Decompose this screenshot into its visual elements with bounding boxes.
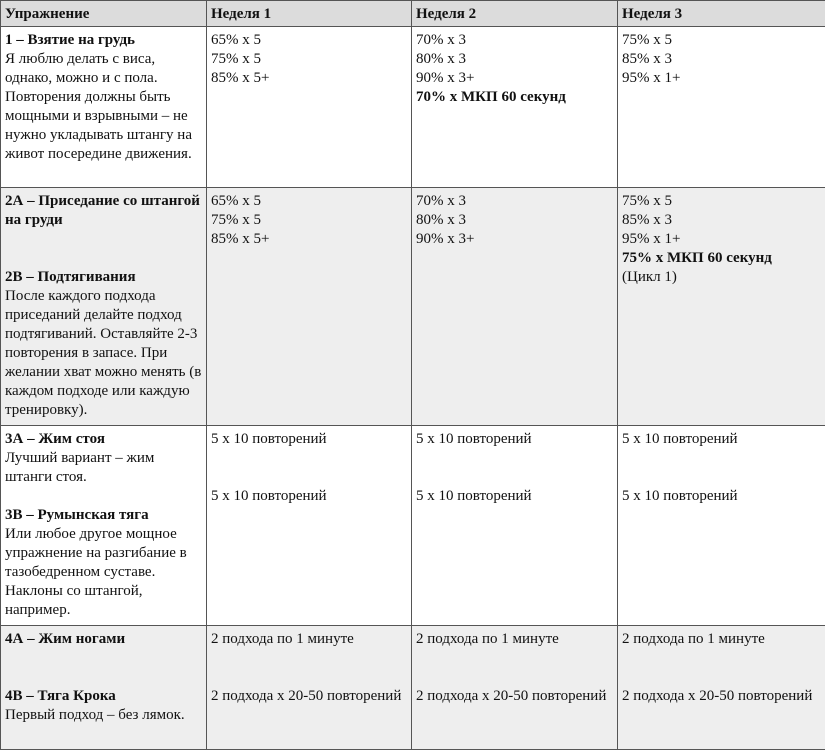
exercise-cell	[1, 626, 207, 750]
week1-cell	[207, 27, 412, 188]
exercise-description: Или любое другое мощное упражнение на разгибание в тазобедренном суставе. Наклоны со штангой, например.	[5, 526, 187, 618]
exercise-cell	[1, 27, 207, 188]
set-line: 85% x 3	[622, 212, 672, 228]
set-line: 5 х 10 повторений	[622, 488, 738, 504]
set-line: 5 х 10 повторений	[416, 488, 532, 504]
set-line: 5 х 10 повторений	[211, 488, 327, 504]
exercise-cell	[1, 426, 207, 626]
exercise-title: 4В – Тяга Крока	[5, 688, 116, 704]
spacer	[416, 449, 613, 487]
spacer	[5, 487, 202, 506]
week3-cell	[618, 188, 825, 426]
set-line: 95% x 1+	[622, 231, 681, 247]
header-exercise: Упражнение	[1, 1, 207, 27]
set-line: 5 х 10 повторений	[211, 431, 327, 447]
spacer	[5, 649, 202, 687]
exercise-title: 3А – Жим стоя	[5, 431, 105, 447]
exercise-title: 4А – Жим ногами	[5, 631, 126, 647]
set-line: 2 подхода по 1 минуте	[211, 631, 354, 647]
week1-cell	[207, 188, 412, 426]
set-line: 80% x 3	[416, 51, 466, 67]
set-line: 95% x 1+	[622, 70, 681, 86]
exercise-cell	[1, 188, 207, 426]
week2-cell	[412, 188, 618, 426]
exercise-title: 1 – Взятие на грудь	[5, 32, 135, 48]
spacer	[211, 449, 407, 487]
set-line: 2 подхода х 20-50 повторений	[622, 688, 813, 704]
week2-cell	[412, 27, 618, 188]
week3-cell	[618, 27, 825, 188]
week2-cell	[412, 426, 618, 626]
exercise-title: 2А – Приседание со штангой на груди	[5, 193, 200, 228]
spacer	[5, 230, 202, 268]
header-week-3: Неделя 3	[618, 1, 825, 27]
set-line: 85% x 5+	[211, 231, 270, 247]
exercise-description: После каждого подхода приседаний делайте подход подтягиваний. Оставляйте 2-3 повторения в запасе. При желании хват можно менять (в каждом подходе или каждую тренировку).	[5, 288, 202, 418]
exercise-description: Я люблю делать с виса, однако, можно и с пола. Повторения должны быть мощными и взрывными – не нужно укладывать штангу на живот посередине движения.	[5, 51, 192, 162]
spacer	[622, 649, 821, 687]
max-reps-line: 70% x МКП 60 секунд	[416, 89, 566, 105]
set-line: 75% x 5	[211, 51, 261, 67]
header-week-1: Неделя 1	[207, 1, 412, 27]
set-line: 70% x 3	[416, 32, 466, 48]
set-line: 85% x 5+	[211, 70, 270, 86]
set-line: 80% x 3	[416, 212, 466, 228]
week2-cell	[412, 626, 618, 750]
set-line: 75% x 5	[622, 32, 672, 48]
exercise-title: 3В – Румынская тяга	[5, 507, 149, 523]
cycle-note: (Цикл 1)	[622, 269, 677, 285]
set-line: 5 х 10 повторений	[416, 431, 532, 447]
set-line: 2 подхода х 20-50 повторений	[211, 688, 402, 704]
exercise-title: 2В – Подтягивания	[5, 269, 136, 285]
table-row	[1, 188, 825, 426]
set-line: 75% x 5	[622, 193, 672, 209]
set-line: 65% x 5	[211, 193, 261, 209]
spacer	[622, 449, 821, 487]
set-line: 65% x 5	[211, 32, 261, 48]
set-line: 2 подхода х 20-50 повторений	[416, 688, 607, 704]
table-row	[1, 626, 825, 750]
week3-cell	[618, 426, 825, 626]
spacer	[416, 649, 613, 687]
table-row	[1, 27, 825, 188]
table-row	[1, 426, 825, 626]
week1-cell	[207, 626, 412, 750]
set-line: 2 подхода по 1 минуте	[622, 631, 765, 647]
max-reps-line: 75% x МКП 60 секунд	[622, 250, 772, 266]
week1-cell	[207, 426, 412, 626]
spacer	[211, 649, 407, 687]
set-line: 70% x 3	[416, 193, 466, 209]
set-line: 90% x 3+	[416, 70, 475, 86]
set-line: 75% x 5	[211, 212, 261, 228]
exercise-description: Первый подход – без лямок.	[5, 707, 185, 723]
header-row	[1, 1, 825, 27]
set-line: 2 подхода по 1 минуте	[416, 631, 559, 647]
exercise-description: Лучший вариант – жим штанги стоя.	[5, 450, 155, 485]
set-line: 85% x 3	[622, 51, 672, 67]
set-line: 90% x 3+	[416, 231, 475, 247]
header-week-2: Неделя 2	[412, 1, 618, 27]
week3-cell	[618, 626, 825, 750]
set-line: 5 х 10 повторений	[622, 431, 738, 447]
